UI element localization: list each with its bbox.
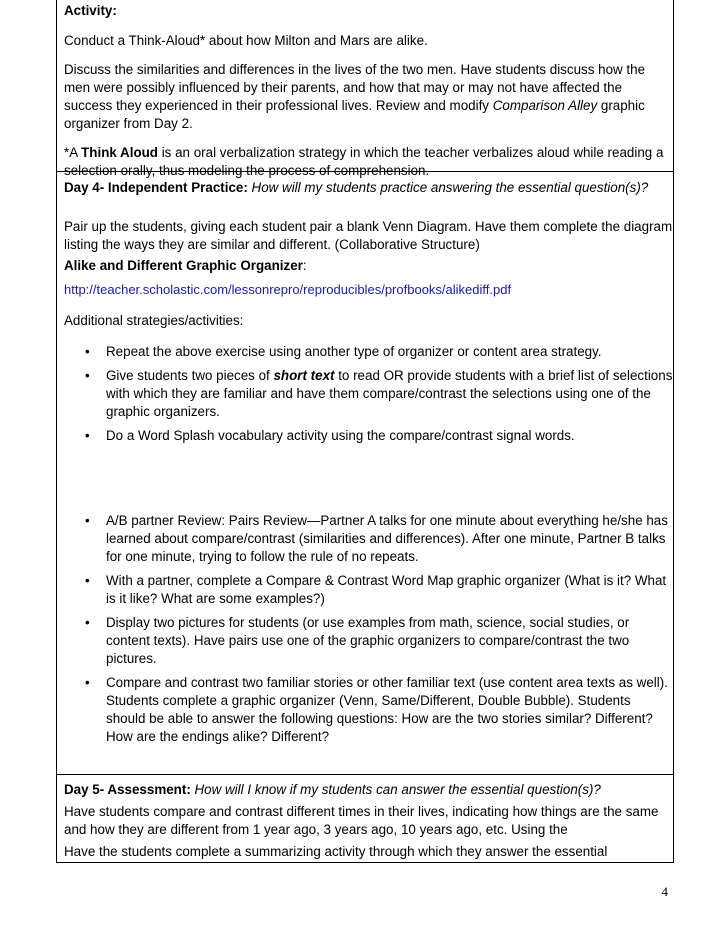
day4-pair-text: Pair up the students, giving each student pair a blank Venn Diagram. Have them complete the diagram listing the ways they are similar and different. (Collaborative Structure) <box>64 219 673 252</box>
day4-heading: Day 4- Independent Practice: How will my students practice answering the essential question(s)? <box>64 180 649 195</box>
review-list <box>64 512 673 746</box>
day5-text-2: Have the students complete a summarizing activity through which they answer the essential <box>64 844 608 859</box>
activity-discussion: Discuss the similarities and differences in the lives of the two men. Have students discuss how the men were possibly influenced by their parents, and how that may or may not have affected the success they experienced in their professional lives. Review and modify Comparison Alley graphic organizer from Day 2. <box>64 62 646 131</box>
organizer-link[interactable]: http://teacher.scholastic.com/lessonrepro/reproducibles/profbooks/alikediff.pdf <box>64 282 512 297</box>
day4-section <box>56 171 674 775</box>
bullet-icon: • <box>85 615 90 630</box>
bullet-icon: • <box>85 513 90 528</box>
short-text-emphasis: short text <box>273 368 335 383</box>
list-item: • Give students two pieces of short text to read OR provide students with a brief list of selections with which they are familiar and have them compare/contrast the selections using one of the graphic organizers. <box>85 368 673 419</box>
day5-heading: Day 5- Assessment: How will I know if my students can answer the essential question(s)? <box>64 782 601 797</box>
organizer-title: Alike and Different Graphic Organizer: <box>64 258 307 273</box>
activity-heading: Activity: <box>64 3 117 18</box>
additional-strategies-label: Additional strategies/activities: <box>64 313 244 328</box>
list-item: • Do a Word Splash vocabulary activity using the compare/contrast signal words. <box>85 428 575 443</box>
bullet-icon: • <box>85 368 90 383</box>
list-item: • With a partner, complete a Compare & Contrast Word Map graphic organizer (What is it? What is it like? What are some examples?) <box>85 573 667 606</box>
day5-question: How will I know if my students can answer the essential question(s)? <box>190 782 601 797</box>
list-item: • Compare and contrast two familiar stories or other familiar text (use content area texts as well). Students complete a graphic organizer (Venn, Same/Different, Double Bubble). Students should be able to answer the following questions: How are the two stories similar? Different? How are the endings alike? Different? <box>85 675 668 744</box>
bullet-icon: • <box>85 675 90 690</box>
think-aloud-note: *A Think Aloud is an oral verbalization strategy in which the teacher verbalizes aloud while reading a selection orally, thus modeling the process of comprehension. <box>64 145 664 178</box>
bullet-icon: • <box>85 573 90 588</box>
day4-question: How will my students practice answering the essential question(s)? <box>247 180 649 195</box>
list-item: • Repeat the above exercise using another type of organizer or content area strategy. <box>85 344 602 359</box>
day5-section <box>56 774 674 863</box>
bullet-icon: • <box>85 428 90 443</box>
page-number: 4 <box>661 884 668 899</box>
list-item: • A/B partner Review: Pairs Review—Partner A talks for one minute about everything he/she has learned about compare/contrast (similarities and differences). After one minute, Partner B talks for one minute, trying to follow the rule of no repeats. <box>85 513 668 564</box>
comparison-alley-title: Comparison Alley <box>492 98 598 113</box>
activity-intro: Conduct a Think-Aloud* about how Milton and Mars are alike. <box>64 33 428 48</box>
day5-text-1: Have students compare and contrast different times in their lives, indicating how things are the same and how they are different from 1 year ago, 3 years ago, 10 years ago, etc. Using the <box>64 804 659 837</box>
strategy-list <box>64 343 673 445</box>
bullet-icon: • <box>85 344 90 359</box>
activity-section <box>56 0 674 178</box>
list-item: • Display two pictures for students (or use examples from math, science, social studies, or content texts). Have pairs use one of the graphic organizers to compare/contrast the two pictures. <box>85 615 630 666</box>
